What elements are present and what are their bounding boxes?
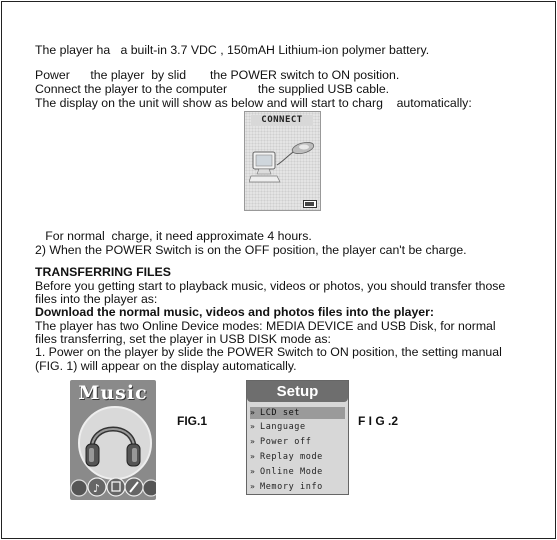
music-title: Music — [78, 382, 148, 404]
setup-item-online-mode: » Online Mode — [250, 467, 323, 477]
step1-text-2: (FIG. 1) will appear on the display automatically. — [35, 359, 297, 373]
setup-item-language: » Language — [250, 422, 306, 432]
power-text: Power the player by slid the POWER switch to ON position. — [35, 68, 400, 82]
charge-time-text: For normal charge, it need approximate 4 hours. — [35, 229, 312, 243]
section-heading: TRANSFERRING FILES — [35, 265, 171, 279]
download-heading: Download the normal music, videos and photos files into the player: — [35, 305, 435, 319]
fig1-label: FIG.1 — [177, 414, 208, 428]
setup-title: Setup — [247, 381, 348, 402]
setup-screen — [246, 380, 349, 495]
setup-item-memory-info: » Memory info — [250, 482, 323, 492]
chevron-right-icon: » — [250, 467, 256, 476]
computer-usb-icon — [249, 132, 317, 194]
music-screen — [70, 380, 156, 500]
headphones-icon — [84, 410, 142, 472]
off-position-text: 2) When the POWER Switch is on the OFF position, the player can't be charge. — [35, 243, 467, 257]
chevron-right-icon: » — [250, 408, 256, 417]
chevron-right-icon: » — [250, 482, 256, 491]
transfer-intro-text-2: files into the player as: — [35, 292, 158, 306]
transfer-intro-text: Before you getting start to playback music, videos or photos, you should transfer those — [35, 279, 506, 293]
connect-text: Connect the player to the computer the supplied USB cable. — [35, 82, 390, 96]
battery-icon — [303, 200, 317, 208]
chevron-right-icon: » — [250, 437, 256, 446]
step1-text: 1. Power on the player by slide the POWER Switch to ON position, the setting manual — [35, 345, 502, 359]
setup-item-replay-mode: » Replay mode — [250, 452, 323, 462]
display-text: The display on the unit will show as below and will start to charg automatically: — [35, 96, 472, 110]
connect-screen — [244, 111, 321, 211]
modes-text: The player has two Online Device modes: MEDIA DEVICE and USB Disk, for normal — [35, 319, 496, 333]
modes-text-2: files transferring, set the player in USB DISK mode as: — [35, 332, 331, 346]
svg-text:♪: ♪ — [93, 482, 101, 495]
music-menu-icons — [70, 476, 156, 500]
chevron-right-icon: » — [250, 452, 256, 461]
setup-item-lcd-set: » LCD set — [250, 407, 345, 419]
connect-title: CONNECT — [251, 115, 313, 126]
fig2-label: F I G .2 — [358, 414, 399, 428]
setup-item-power-off: » Power off — [250, 437, 312, 447]
battery-text: The player ha a built-in 3.7 VDC , 150mAH Lithium-ion polymer battery. — [35, 43, 430, 57]
chevron-right-icon: » — [250, 422, 256, 431]
